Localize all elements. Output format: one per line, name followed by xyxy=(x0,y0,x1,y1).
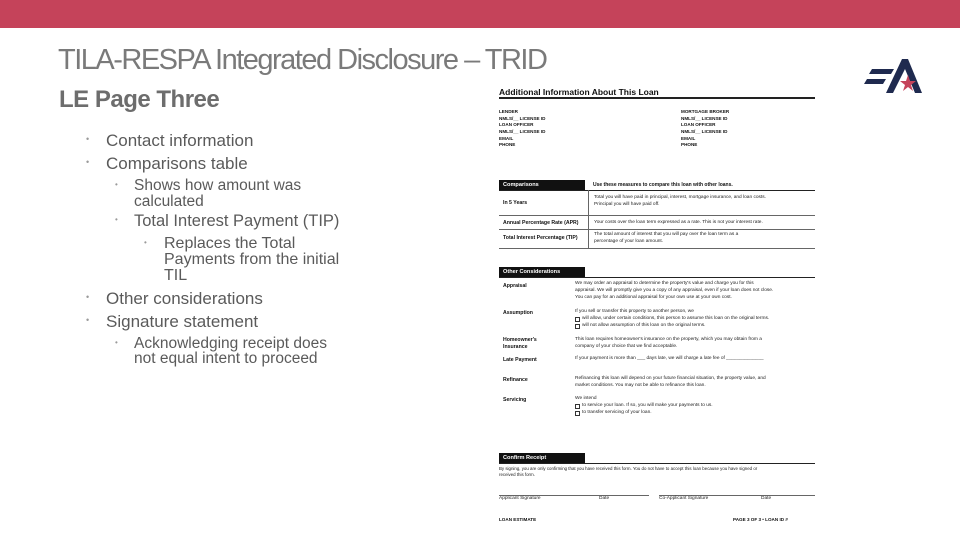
cmp-text-tip: The total amount of interest that you will pay over the loan term as a percentage of your loan amount. xyxy=(594,232,739,244)
cmp-text-apr: Your costs over the loan term expressed as a rate. This is not your interest rate. xyxy=(594,220,763,225)
cmp-label-apr: Annual Percentage Rate (APR) xyxy=(503,220,579,226)
cmp-label-tip: Total Interest Percentage (TIP) xyxy=(503,235,578,241)
doc-footer-left: LOAN ESTIMATE xyxy=(499,517,537,522)
servicing-service-checkbox xyxy=(575,404,580,409)
slide-subtitle: LE Page Three xyxy=(59,86,220,113)
comparisons-bar: Comparisons xyxy=(499,180,585,191)
cmp-text-5yr: Total you will have paid in principal, interest, mortgage insurance, and loan costs. Principal you will have paid off. xyxy=(594,195,766,207)
bullet-contact: • Contact information xyxy=(86,132,346,149)
bullet-list xyxy=(86,132,346,371)
servicing-transfer-checkbox xyxy=(575,411,580,416)
bullet-other: • Other considerations xyxy=(86,290,346,307)
bullet-replaces: • Replaces the Total Payments from the initial TIL xyxy=(86,236,346,284)
bullet-tip: • Total Interest Payment (TIP) xyxy=(86,213,346,230)
top-accent-bar xyxy=(0,0,960,28)
comparisons-note: Use these measures to compare this loan with other loans. xyxy=(593,182,733,188)
broker-lines: MORTGAGE BROKER NMLS/__ LICENSE ID LOAN OFFICER NMLS/__ LICENSE ID EMAIL PHONE xyxy=(681,109,730,148)
slide-title: TILA-RESPA Integrated Disclosure – TRID xyxy=(58,44,547,76)
cmp-label-5yr: In 5 Years xyxy=(503,200,528,206)
doc-footer-right: PAGE 3 OF 3 • LOAN ID # xyxy=(733,517,788,522)
bullet-comparisons: • Comparisons table xyxy=(86,155,346,172)
confirm-receipt-bar: Confirm Receipt xyxy=(499,453,585,464)
comparisons-rule xyxy=(499,190,815,191)
doc-heading-rule xyxy=(499,97,815,99)
doc-heading: Additional Information About This Loan xyxy=(499,87,659,97)
logo-mark-icon xyxy=(864,55,924,97)
assumption-deny-checkbox xyxy=(575,324,580,329)
bullet-signature: • Signature statement xyxy=(86,313,346,330)
lender-lines: LENDER NMLS/__ LICENSE ID LOAN OFFICER NMLS/__ LICENSE ID EMAIL PHONE xyxy=(499,109,546,148)
loan-estimate-page-image: Additional Information About This Loan LENDER NMLS/__ LICENSE ID LOAN OFFICER NMLS/__ LICENSE ID EMAIL PHONE MORTGAGE BROKER NMLS/__ LICENSE ID LOAN OFFICER NMLS/__ LICENSE ID EMAIL PHONE Comparisons Use these measures to compare this loan with other loans. In 5 Years Total you will have paid in principal, interest, mortgage insurance, and loan costs. Principal you will have paid off. Annual Percentage Rate (APR) Your costs over the loan term expressed as a rate. This is not your interest rate. Total Interest Percentage (TIP) The total amount of interest that you will pay over the loan term as a percentage of your loan amount. Other Considerations Appraisal We may order an appraisal to determine the property's value and charge you for this appraisal. We will promptly give you a copy of any appraisal, even if your loan does not close. You can pay for an additional appraisal for your own use at your own cost. Assumption If you sell or transfer this property to another person, we will allow, under certain conditions, this person to assume this loan on the original terms. will not allow assumption of this loan on the original terms. Homeowner's Insurance This loan requires homeowner's insurance on the property, which you may obtain from a company of your choice that we find acceptable. Late Payment If your payment is more than ___ days late, we will charge a late fee of ______________ Refinance Refinancing this loan will depend on your future financial situation, the property value, and market conditions. You may not be able to refinance this loan. Servicing We intend to service your loan. If so, you will make your payments to us. to transfer servicing of your loan. Confirm Receipt By signing, you are only confirming that you have received this form. You do not have to accept this loan because you have signed or received this form. Applicant Signature Date Co-Applicant Signature Date LOAN ESTIMATE PAGE 3 OF 3 • LOAN ID # xyxy=(481,80,833,532)
bullet-shows-how: • Shows how amount was calculated xyxy=(86,178,346,209)
assumption-allow-checkbox xyxy=(575,317,580,322)
other-considerations-bar: Other Considerations xyxy=(499,267,585,278)
bullet-acknowledging: • Acknowledging receipt does not equal intent to proceed xyxy=(86,336,346,367)
